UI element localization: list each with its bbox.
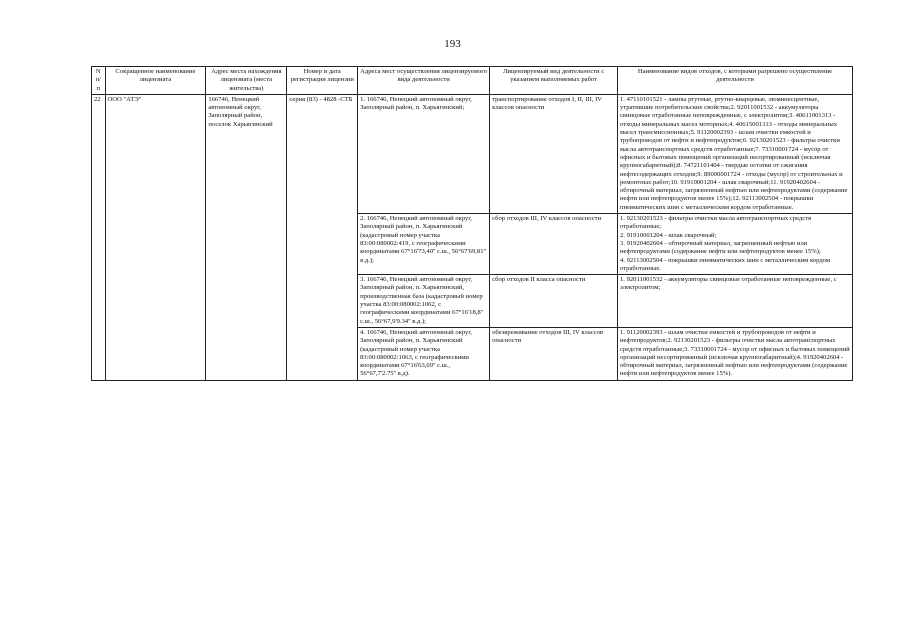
header-number: N п/п xyxy=(92,67,106,95)
table-header-row xyxy=(92,67,853,95)
license-table xyxy=(91,66,853,381)
site-activity: сбор отходов III, IV классов опасности xyxy=(490,214,618,275)
page-number: 193 xyxy=(444,38,461,50)
site-wastes: 1. 47110101521 - лампы ртутные, ртутно-кварцевые, люминесцентные, утратившие потребительские свойства;2. 92011001532 - аккумуляторы свинцовые отработанные неповрежденные, с электролитом;3. 40611001313 - отходы минеральных масел моторных;4. 40615001313 - отходы минеральных масел трансмиссионных;5. 91120002393 - шлам очистки емкостей и трубопроводов от нефти и нефтепродуктов;6. 92130201523 - фильтры очистки масла автотранспортных средств отработанные;7. 73310001724 - мусор от офисных и бытовых помещений организаций несортированный (исключая крупногабаритный);8. 74721101404 - твердые остатки от сжигания нефтесодержащих отходов;9. 89000001724 - отходы (мусор) от строительных и ремонтных работ;10. 91910001204 - шлак сварочный;11. 91920402604 - обтирочный материал, загрязненный нефтью или нефтепродуктами (содержание нефти или нефтепродуктов менее 15%);12. 92113002504 - покрышки пневматических шин с металлическим кордом отработанные. xyxy=(617,94,852,213)
site-wastes: 1. 91120002393 - шлам очистки емкостей и трубопроводов от нефти и нефтепродуктов;2. 92130201523 - фильтры очистки масла автотранспортных средств отработанные;3. 73310001724 - мусор от офисных и бытовых помещений организаций несортированный (исключая крупногабаритный);4. 91920402604 - обтирочный материал, загрязненный нефтью или нефтепродуктами (содержание нефти или нефтепродуктов менее 15%). xyxy=(617,327,852,380)
site-wastes: 1. 92130201523 - фильтры очистки масла автотранспортных средств отработанные; 2. 91910001204 - шлак сварочный; 3. 91920402604 - обтирочный материал, загрязненный нефтью или нефтепродуктами (содержание нефти или нефтепродуктов менее 15%); 4. 92113002504 - покрышки пневматических шин с металлическим кордом отработанные. xyxy=(617,214,852,275)
table-row xyxy=(92,94,853,213)
licensee-address: 166746, Ненецкий автономный округ, Заполярный район, поселок Харьягинский xyxy=(206,94,287,380)
header-waste-types: Наименование видов отходов, с которыми разрешено осуществление деятельности xyxy=(617,67,852,95)
header-licensee-address: Адрес места нахождения лицензиата (места жительства) xyxy=(206,67,287,95)
site-address: 3. 166746, Ненецкий автономный округ, Заполярный район, п. Харьягинский, производственная база (кадастровый номер участка 83:00:080002:1062, с географическими координатами 67°16'18,8'' с.ш., 56°67,9'9.34'' в.д.); xyxy=(358,275,490,328)
site-address: 2. 166746, Ненецкий автономный округ, Заполярный район, п. Харьягинский (кадастровый номер участка 83:00:080002:419, с географическими координатами 67°16'73,40'' с.ш., 56°67'69,81'' в.д.); xyxy=(358,214,490,275)
site-address: 1. 166746, Ненецкий автономный округ, Заполярный район, п. Харьягинский; xyxy=(358,94,490,213)
header-license-number: Номер и дата регистрации лицензии xyxy=(287,67,358,95)
site-address: 4. 166746, Ненецкий автономный округ, Заполярный район, п. Харьягинский (кадастровый номер участка 83:00:080002:1063, с географическими координатами 67°16'63,69'' с.ш., 56°67,7'2.75'' в.д). xyxy=(358,327,490,380)
site-activity: транспортирование отходов I, II, III, IV классов опасности xyxy=(490,94,618,213)
site-activity: обезвреживание отходов III, IV классов опасности xyxy=(490,327,618,380)
header-licensee-name: Сокращенное наименование лицензиата xyxy=(105,67,206,95)
license-number: серия (83) - 4828 -СТБ xyxy=(287,94,358,380)
row-number: 22 xyxy=(92,94,106,380)
licensee-name: ООО "АТЭ" xyxy=(105,94,206,380)
header-site-addresses: Адреса мест осуществления лицензируемого вида деятельности xyxy=(358,67,490,95)
header-activity: Лицензируемый вид деятельности с указанием выполняемых работ xyxy=(490,67,618,95)
site-activity: сбор отходов II класса опасности xyxy=(490,275,618,328)
site-wastes: 1. 92011001532 - аккумуляторы свинцовые отработанные неповрежденные, с электролитом; xyxy=(617,275,852,328)
